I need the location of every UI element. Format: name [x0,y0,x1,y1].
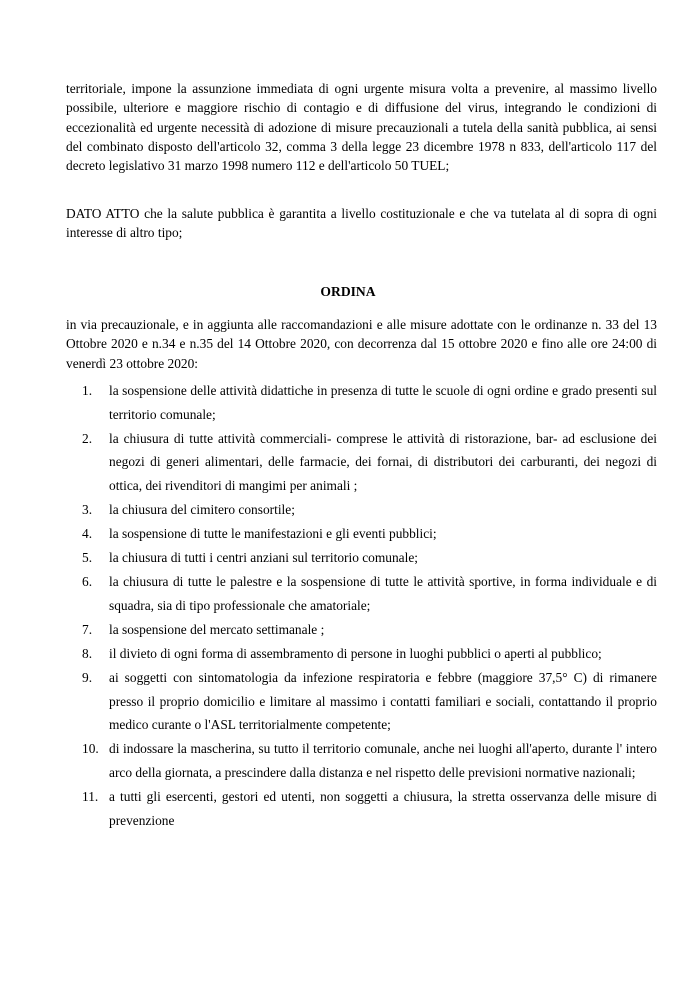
list-item [66,546,657,570]
list-number: 1. [82,383,93,398]
list-item [66,785,657,832]
list-item [66,570,657,617]
list-item-text: la sospensione del mercato settimanale ; [109,621,325,637]
ordina-intro-paragraph: in via precauzionale, e in aggiunta alle raccomandazioni e alle misure adottate con le ordinanze n. 33 del 13 Ottobre 2020 e n.34 e n.35 del 14 Ottobre 2020, con decorrenza dal 15 ottobre 2020 e fino alle ore 24:00 di venerdì 23 ottobre 2020: [66,317,657,371]
list-number: 11. [82,789,99,805]
intro-paragraph: territoriale, impone la assunzione immediata di ogni urgente misura volta a prevenire, al massimo livello possibile, ulteriore e maggiore rischio di contagio e di diffusione del virus, integrando le condizioni di eccezionalità ed urgente necessità di adozione di misure precauzionali a tutela della sanità pubblica, ai sensi del combinato disposto dell'articolo 32, comma 3 della legge 23 dicembre 1978 n 833, dell'articolo 117 del decreto legislativo 31 marzo 1998 numero 112 e dell'articolo 50 TUEL; [66,81,657,174]
list-number: 5. [82,550,93,566]
list-item-text: a tutti gli esercenti, gestori ed utenti, non soggetti a chiusura, la stretta osservanza delle misure di prevenzione [109,789,657,828]
list-number: 7. [82,621,93,637]
list-number: 6. [82,574,93,590]
list-item [66,427,657,498]
list-item-text: la sospensione delle attività didattiche in presenza di tutte le scuole di ogni ordine e grado presenti sul territorio comunale; [109,383,657,422]
list-item-text: la sospensione di tutte le manifestazioni e gli eventi pubblici; [109,526,437,542]
list-number: 2. [82,430,93,446]
list-item [66,737,657,784]
ordinance-list [66,379,657,833]
list-item [66,666,657,737]
list-item-text: la chiusura di tutti i centri anziani sul territorio comunale; [109,550,419,566]
list-item [66,498,657,522]
list-item-text: il divieto di ogni forma di assembramento di persone in luoghi pubblici o aperti al pubblico; [109,646,602,662]
list-item-text: di indossare la mascherina, su tutto il territorio comunale, anche nei luoghi all'aperto, durante l' intero arco della giornata, a prescindere dalla distanza e nel rispetto delle previsioni normative nazionali; [109,741,657,780]
list-item [66,642,657,666]
list-item [66,618,657,642]
list-number: 10. [82,741,99,757]
list-number: 4. [82,526,93,542]
list-number: 8. [82,646,93,662]
list-item-text: la chiusura di tutte attività commerciali- comprese le attività di ristorazione, bar- ad esclusione dei negozi di generi alimentari, delle farmacie, dei fornai, di distributori dei carburanti, dei negozi di ottica, dei rivenditori di mangimi per animali ; [109,430,657,493]
list-item-text: la chiusura del cimitero consortile; [109,501,295,517]
list-item [66,379,657,426]
list-item-text: la chiusura di tutte le palestre e la sospensione di tutte le attività sportive, in forma individuale e di squadra, sia di tipo professionale che amatoriale; [109,574,657,613]
list-item-text: ai soggetti con sintomatologia da infezione respiratoria e febbre (maggiore 37,5° C) di rimanere presso il proprio domicilio e limitare al massimo i contatti familiari e sociali, contattando il proprio medico curante o l'ASL territorialmente competente; [109,670,657,733]
list-item [66,522,657,546]
ordina-heading: ORDINA [320,284,376,299]
list-number: 9. [82,670,93,686]
dato-atto-paragraph: DATO ATTO che la salute pubblica è garantita a livello costituzionale e che va tutelata al di sopra di ogni interesse di altro tipo; [66,206,657,241]
list-number: 3. [82,501,93,517]
